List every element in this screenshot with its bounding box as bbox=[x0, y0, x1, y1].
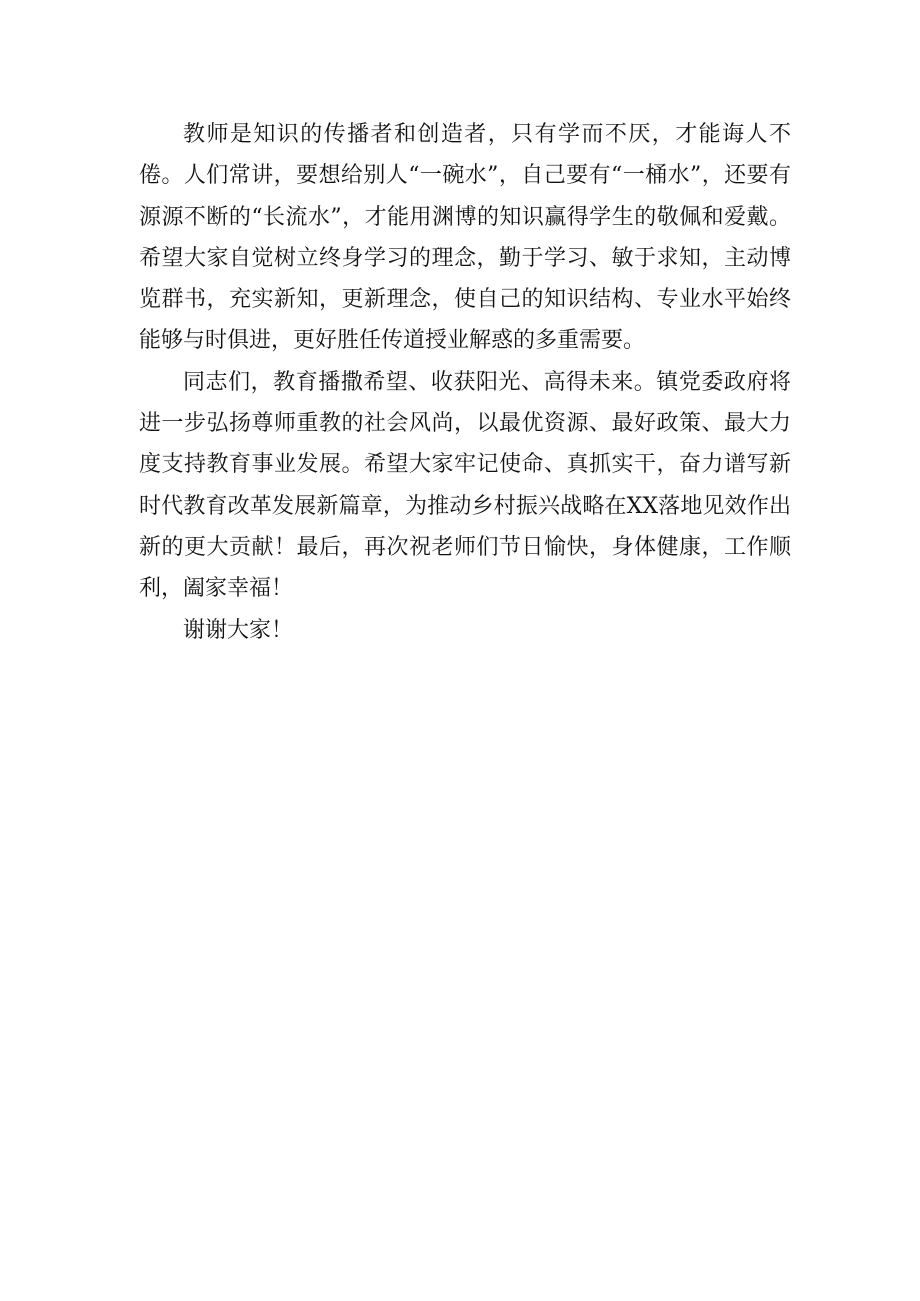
paragraph-thanks: 谢谢大家！ bbox=[183, 617, 294, 643]
paragraph-closing-remarks: 同志们，教育播撒希望、收获阳光、高得未来。镇党委政府将进一步弘扬尊师重教的社会风尚，以最优资源、最好政策、最大力度支持教育事业发展。希望大家牢记使命、真抓实干，奋力谱写新时代教育改革发展新篇章，为推动乡村振兴战略在XX落地见效作出新的更大贡献！最后，再次祝老师们节日愉快，身体健康，工作顺利，阖家幸福！ bbox=[139, 369, 791, 602]
paragraph-lifelong-learning: 教师是知识的传播者和创造者，只有学而不厌，才能诲人不倦。人们常讲，要想给别人“一碗水”，自己要有“一桶水”，还要有源源不断的“长流水”，才能用渊博的知识赢得学生的敬佩和爱戴。希望大家自觉树立终身学习的理念，勤于学习、敏于求知，主动博览群书，充实新知，更新理念，使自己的知识结构、专业水平始终能够与时俱进，更好胜任传道授业解惑的多重需要。 bbox=[139, 122, 791, 354]
document-body bbox=[139, 114, 791, 651]
